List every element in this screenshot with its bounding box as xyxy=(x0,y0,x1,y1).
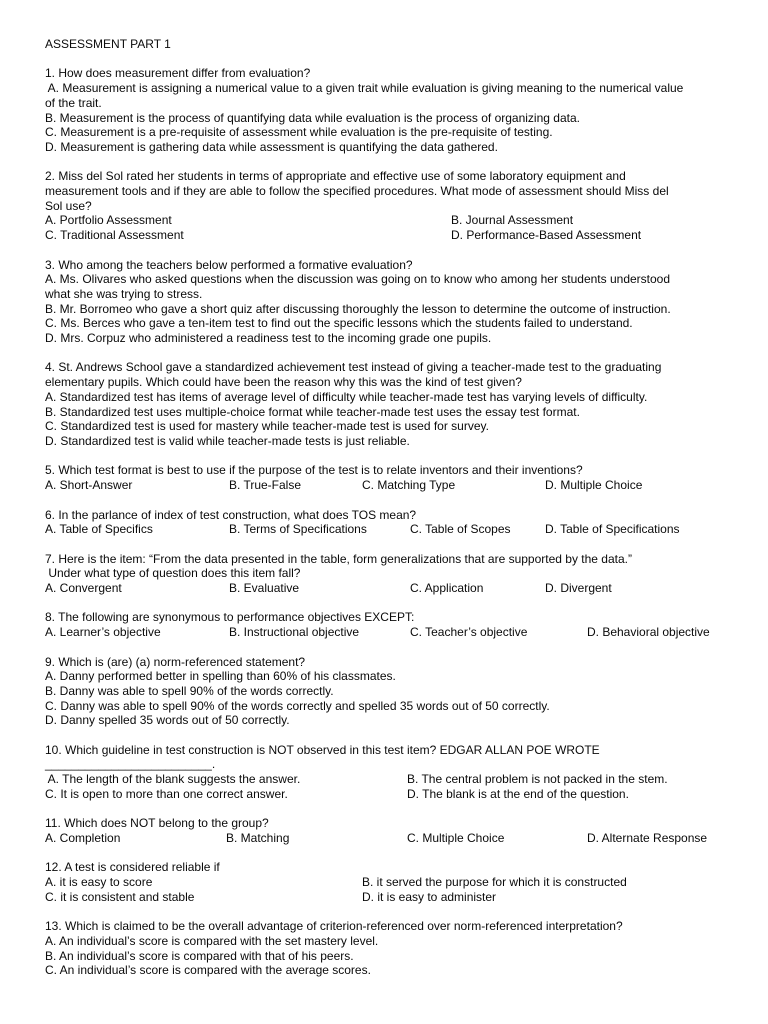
choice-a: A. Convergent xyxy=(45,581,122,596)
choice-d: D. Danny spelled 35 words out of 50 correctly. xyxy=(45,713,290,728)
choice-list xyxy=(45,625,748,640)
choice-c: C. Measurement is a pre-requisite of assessment while evaluation is the pre-requisite of testing. xyxy=(45,125,553,140)
choice-b: B. Measurement is the process of quantifying data while evaluation is the process of organizing data. xyxy=(45,110,580,125)
document-title: ASSESSMENT PART 1 xyxy=(45,37,171,51)
choice-c: C. It is open to more than one correct answer. xyxy=(45,786,288,801)
question-13 xyxy=(45,919,748,978)
question-5 xyxy=(45,463,748,492)
choice-d: D. Table of Specifications xyxy=(545,522,680,537)
choice-c: C. Danny was able to spell 90% of the words correctly and spelled 35 words out of 50 correctly. xyxy=(45,698,550,713)
choice-d: D. it is easy to administer xyxy=(362,889,497,904)
choice-b: B. Matching xyxy=(226,830,290,845)
choice-b: B. True-False xyxy=(229,478,302,493)
choice-list xyxy=(45,831,748,846)
question-6 xyxy=(45,508,748,537)
choice-b: B. The central problem is not packed in the stem. xyxy=(407,772,668,787)
choice-list xyxy=(45,581,748,596)
question-stem: 10. Which guideline in test construction is NOT observed in this test item? EDGAR ALLAN POE WROTE _________________________. xyxy=(45,742,600,772)
choice-a: A. Measurement is assigning a numerical value to a given trait while evaluation is giving meaning to the numerical value of the trait. xyxy=(45,81,684,110)
question-stem: 8. The following are synonymous to performance objectives EXCEPT: xyxy=(45,610,415,625)
choice-a: A. Learner’s objective xyxy=(45,625,161,640)
question-10 xyxy=(45,743,748,802)
choice-c: C. Multiple Choice xyxy=(407,830,505,845)
question-stem: 1. How does measurement differ from evaluation? xyxy=(45,66,311,81)
choice-c: C. Application xyxy=(410,581,484,596)
choice-c: C. Traditional Assessment xyxy=(45,228,184,243)
question-stem: 4. St. Andrews School gave a standardized achievement test instead of giving a teacher-made test to the graduating elementary pupils. Which could have been the reason why this was the kind of test given? xyxy=(45,360,662,390)
choice-a: A. Short-Answer xyxy=(45,478,133,493)
question-stem: 12. A test is considered reliable if xyxy=(45,860,220,875)
question-stem: 5. Which test format is best to use if the purpose of the test is to relate inventors and their inventions? xyxy=(45,463,583,478)
question-stem: 6. In the parlance of index of test construction, what does TOS mean? xyxy=(45,507,417,522)
choice-list xyxy=(45,390,748,449)
choice-d: D. The blank is at the end of the question. xyxy=(407,786,629,801)
choice-c: C. An individual’s score is compared with the average scores. xyxy=(45,963,371,978)
choice-list xyxy=(45,272,748,346)
choice-d: D. Alternate Response xyxy=(587,830,708,845)
choice-a: A. The length of the blank suggests the answer. xyxy=(45,772,301,787)
choice-b: B. Mr. Borromeo who gave a short quiz after discussing thoroughly the lesson to determine the outcome of instruction. xyxy=(45,301,671,316)
choice-d: D. Mrs. Corpuz who administered a readiness test to the incoming grade one pupils. xyxy=(45,331,492,346)
choice-d: D. Multiple Choice xyxy=(545,478,643,493)
choice-c: C. Matching Type xyxy=(362,478,456,493)
choice-a: A. Standardized test has items of average level of difficulty while teacher-made test has varying levels of difficulty. xyxy=(45,389,648,404)
question-7 xyxy=(45,552,748,596)
choice-a: A. Danny performed better in spelling than 60% of his classmates. xyxy=(45,669,396,684)
choice-list xyxy=(45,522,748,537)
choice-d: D. Behavioral objective xyxy=(587,625,710,640)
choice-b: B. it served the purpose for which it is constructed xyxy=(362,875,627,890)
choice-d: D. Standardized test is valid while teacher-made tests is just reliable. xyxy=(45,433,410,448)
question-stem: 3. Who among the teachers below performed a formative evaluation? xyxy=(45,257,413,272)
choice-a: A. An individual’s score is compared with the set mastery level. xyxy=(45,933,379,948)
question-stem: 2. Miss del Sol rated her students in terms of appropriate and effective use of some laboratory equipment and measurement tools and if they are able to follow the specified procedures. What mode of assessment should Miss del Sol use? xyxy=(45,169,669,213)
question-4 xyxy=(45,360,748,448)
choice-a: A. it is easy to score xyxy=(45,875,153,890)
question-stem: 7. Here is the item: “From the data presented in the table, form generalizations that are supported by the data.” Under what type of question does this item fall? xyxy=(45,551,632,581)
choice-b: B. Instructional objective xyxy=(229,625,360,640)
choice-list xyxy=(45,772,748,801)
choice-a: A. Table of Specifics xyxy=(45,522,153,537)
choice-a: A. Ms. Olivares who asked questions when the discussion was going on to know who among her students understood what she was trying to stress. xyxy=(45,272,671,301)
question-1 xyxy=(45,66,748,154)
choice-a: A. Completion xyxy=(45,830,121,845)
choice-b: B. Danny was able to spell 90% of the words correctly. xyxy=(45,683,334,698)
question-9 xyxy=(45,655,748,729)
choice-c: C. Standardized test is used for mastery while teacher-made test is used for survey. xyxy=(45,419,489,434)
question-3 xyxy=(45,258,748,346)
choice-d: D. Measurement is gathering data while assessment is quantifying the data gathered. xyxy=(45,139,498,154)
question-stem: 9. Which is (are) (a) norm-referenced statement? xyxy=(45,654,306,669)
question-2 xyxy=(45,169,748,243)
question-stem: 13. Which is claimed to be the overall advantage of criterion-referenced over norm-referenced interpretation? xyxy=(45,919,623,934)
choice-d: D. Divergent xyxy=(545,581,612,596)
choice-list xyxy=(45,934,748,978)
choice-b: B. Journal Assessment xyxy=(451,213,574,228)
choice-b: B. Evaluative xyxy=(229,581,300,596)
choice-c: C. it is consistent and stable xyxy=(45,889,195,904)
choice-list xyxy=(45,875,748,904)
question-11 xyxy=(45,816,748,845)
choice-b: B. Terms of Specifications xyxy=(229,522,367,537)
question-12 xyxy=(45,860,748,904)
choice-a: A. Portfolio Assessment xyxy=(45,213,172,228)
choice-c: C. Ms. Berces who gave a ten-item test to find out the specific lessons which the students failed to understand. xyxy=(45,316,633,331)
choice-b: B. An individual’s score is compared with that of his peers. xyxy=(45,948,354,963)
document-body xyxy=(45,37,748,978)
choice-list xyxy=(45,81,748,155)
choice-b: B. Standardized test uses multiple-choice format while teacher-made test uses the essay test format. xyxy=(45,404,580,419)
question-8 xyxy=(45,610,748,639)
choice-list xyxy=(45,213,748,242)
choice-c: C. Teacher’s objective xyxy=(410,625,528,640)
choice-c: C. Table of Scopes xyxy=(410,522,511,537)
choice-list xyxy=(45,669,748,728)
question-stem: 11. Which does NOT belong to the group? xyxy=(45,816,269,831)
choice-d: D. Performance-Based Assessment xyxy=(451,228,642,243)
choice-list xyxy=(45,478,748,493)
